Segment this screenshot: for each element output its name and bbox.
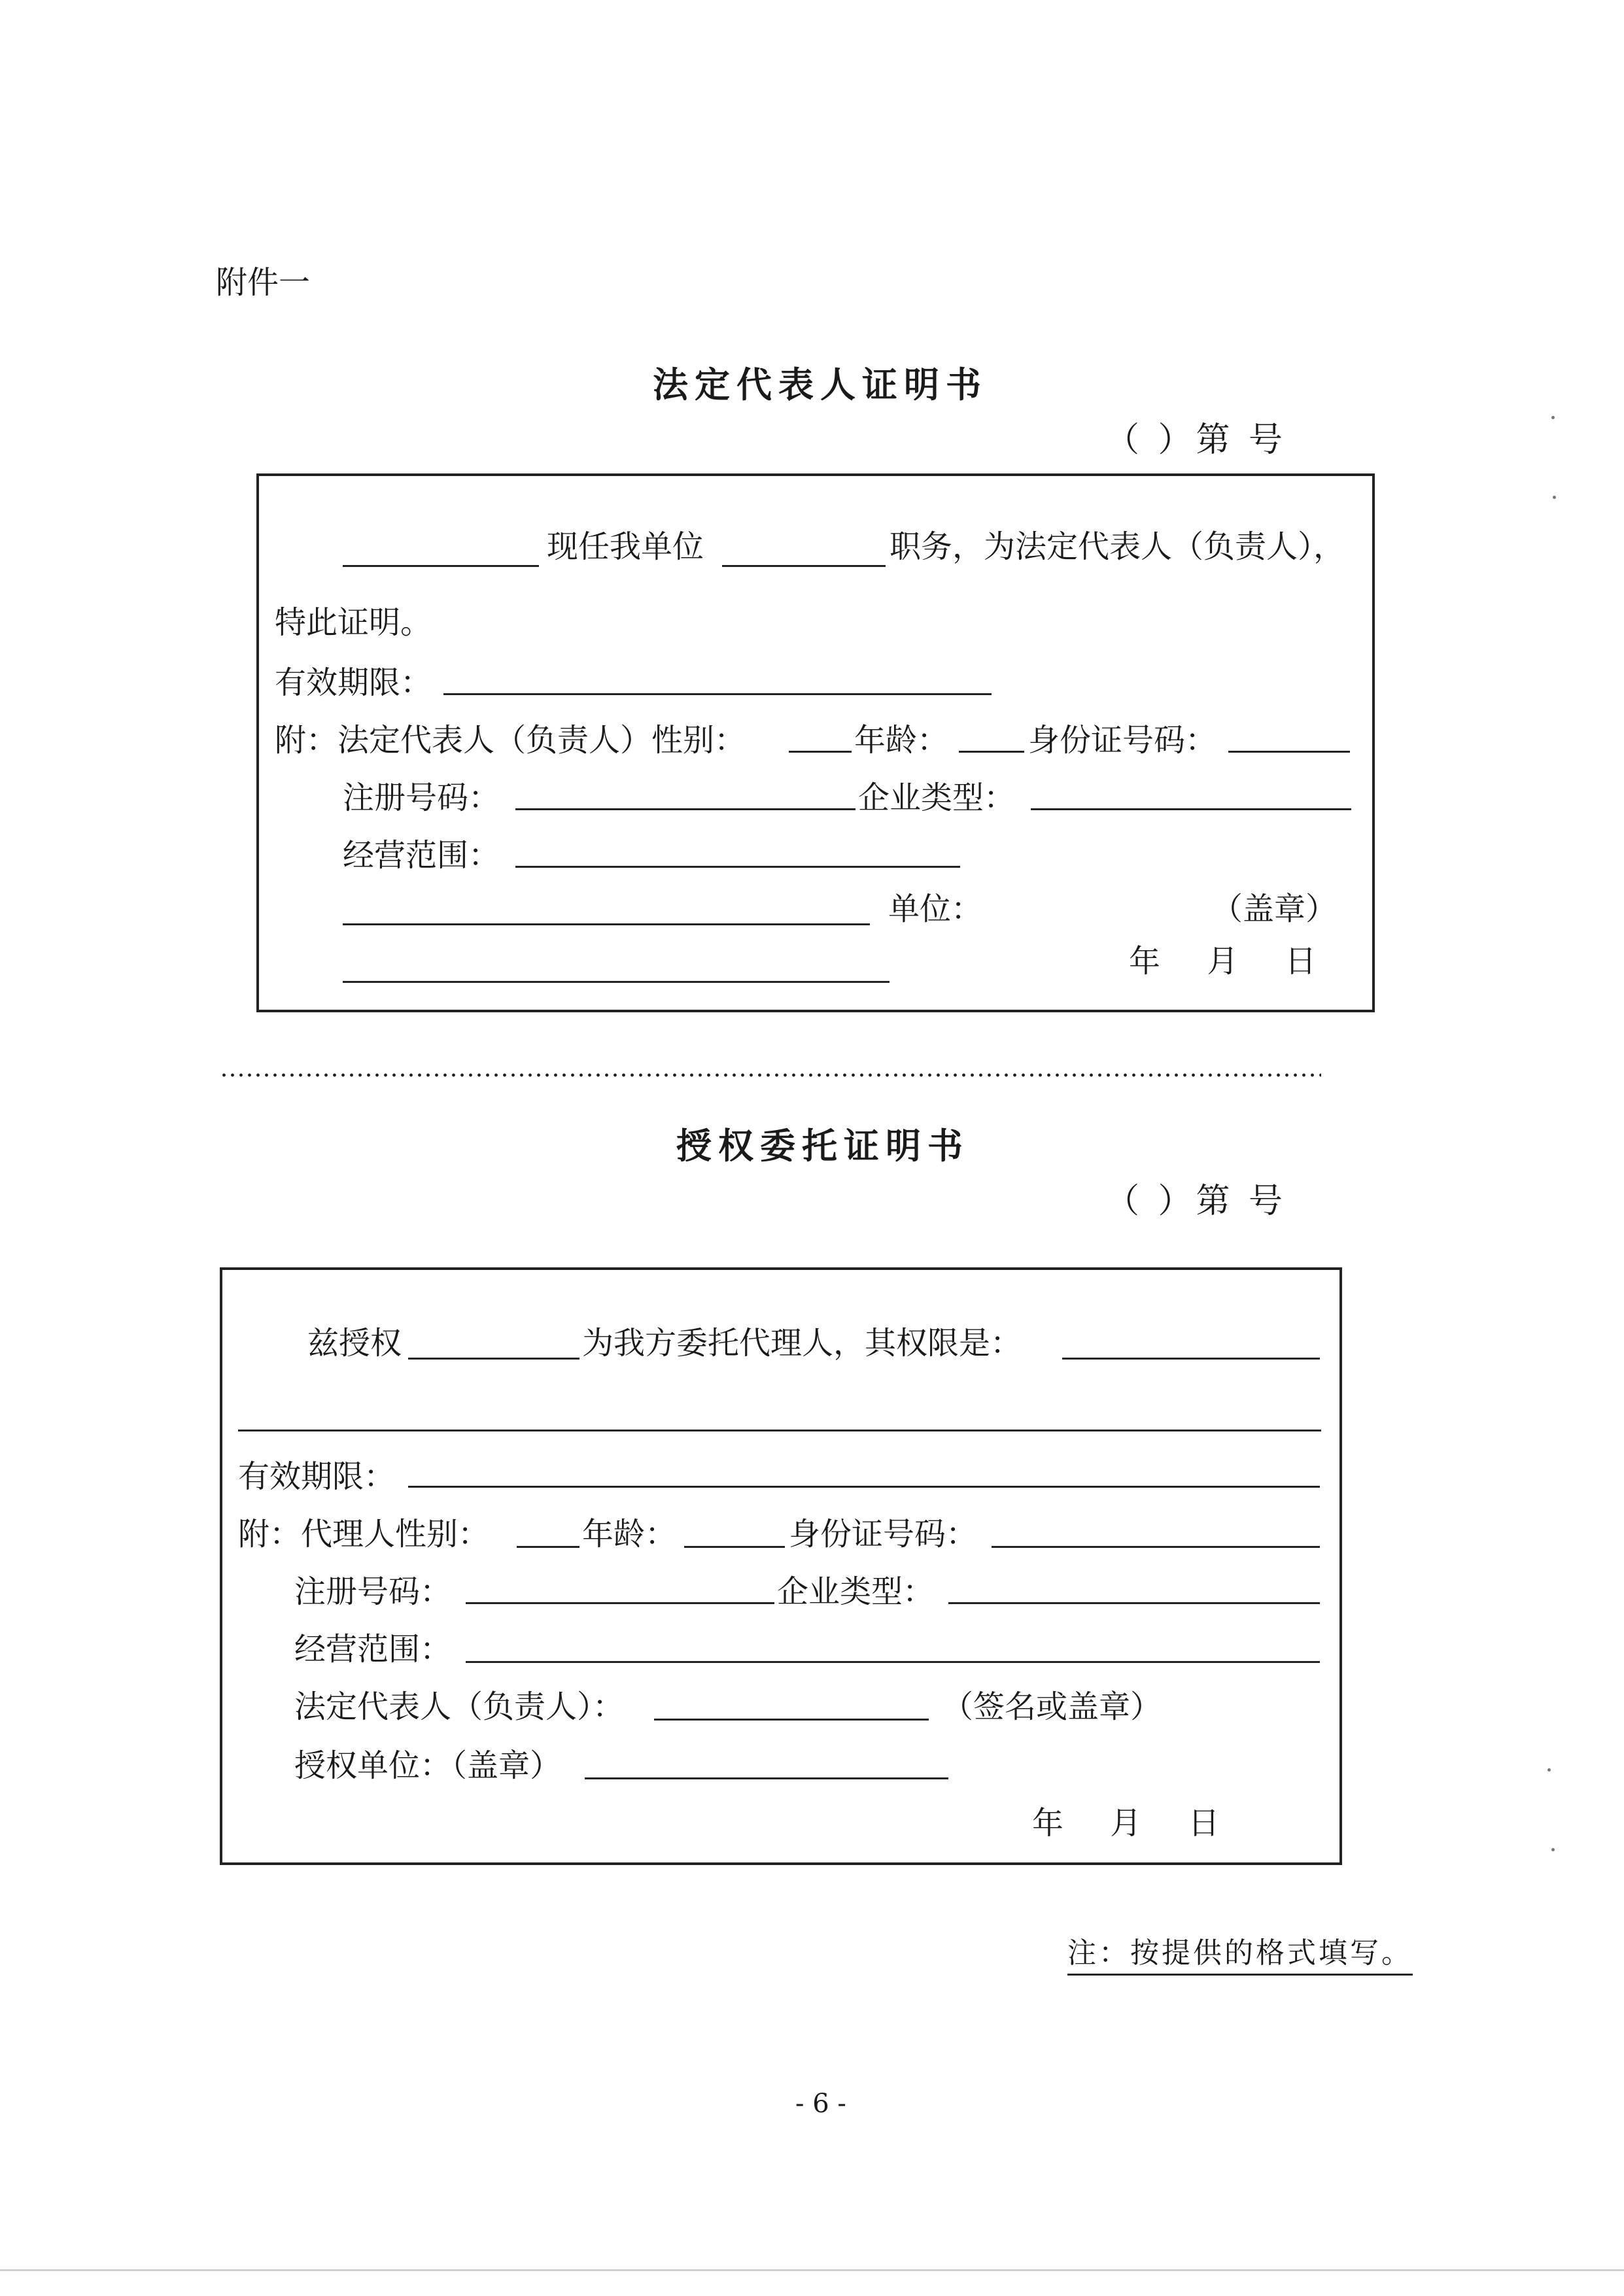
validity-label: 有效期限： xyxy=(238,1458,396,1495)
date-label: 年 月 日 xyxy=(1129,943,1335,980)
age-label: 年龄： xyxy=(854,722,949,759)
extra-field-line[interactable] xyxy=(343,981,890,983)
enterprise-type-field-line[interactable] xyxy=(1031,808,1351,810)
id-number-field-line[interactable] xyxy=(992,1546,1320,1548)
gender-field-line[interactable] xyxy=(789,751,852,753)
fill-format-note: 注：按提供的格式填写。 xyxy=(1067,1929,1413,1976)
auth-unit-label: 授权单位：（盖章） xyxy=(294,1747,562,1784)
reg-number-field-line[interactable] xyxy=(515,808,855,810)
enterprise-type-label: 企业类型： xyxy=(777,1573,935,1610)
enterprise-type-field-line[interactable] xyxy=(948,1602,1320,1604)
scan-speck xyxy=(1551,416,1555,419)
authority-continued-line[interactable] xyxy=(238,1430,1321,1431)
name-field-line[interactable] xyxy=(343,565,539,567)
agent-name-field-line[interactable] xyxy=(408,1358,579,1360)
seal-label: （盖章） xyxy=(1211,891,1338,927)
reg-number-label: 注册号码： xyxy=(294,1573,452,1610)
reg-number-field-line[interactable] xyxy=(466,1602,774,1604)
date-label: 年 月 日 xyxy=(1032,1805,1238,1842)
legal-rep-field-line[interactable] xyxy=(654,1719,929,1721)
unit-label: 单位： xyxy=(888,891,983,927)
authorization-cert-number-line: （ ）第 号 xyxy=(1105,1182,1287,1221)
legal-rep-cert-title: 法定代表人证明书 xyxy=(653,364,988,405)
legal-rep-label: 法定代表人（负责人）： xyxy=(294,1688,625,1725)
certify-text: 特此证明。 xyxy=(275,604,432,641)
position-field-line[interactable] xyxy=(722,565,886,567)
auth-unit-field-line[interactable] xyxy=(585,1777,948,1779)
enterprise-type-label: 企业类型： xyxy=(858,780,1016,816)
validity-field-line[interactable] xyxy=(408,1486,1320,1488)
business-scope-field-line[interactable] xyxy=(515,866,960,868)
business-scope-label: 经营范围： xyxy=(343,837,500,874)
age-field-line[interactable] xyxy=(684,1546,785,1548)
business-scope-label: 经营范围： xyxy=(294,1631,452,1668)
position-desc-text: 职务，为法定代表人（负责人）， xyxy=(890,528,1345,565)
sign-or-seal-label: （签名或盖章） xyxy=(942,1688,1162,1725)
authority-field-line[interactable] xyxy=(1062,1358,1320,1360)
id-number-field-line[interactable] xyxy=(1228,751,1350,753)
attachment-label: 附件一 xyxy=(216,264,311,301)
attach-agent-gender-label: 附：代理人性别： xyxy=(238,1516,490,1552)
authorization-cert-title: 授权委托证明书 xyxy=(676,1125,969,1167)
agent-gender-field-line[interactable] xyxy=(517,1546,579,1548)
reg-number-label: 注册号码： xyxy=(343,780,500,816)
validity-label: 有效期限： xyxy=(275,664,432,701)
business-scope-field-line[interactable] xyxy=(466,1661,1320,1663)
legal-rep-cert-number-line: （ ）第 号 xyxy=(1105,420,1287,460)
id-number-label: 身份证号码： xyxy=(1028,722,1217,759)
scan-speck xyxy=(1551,1848,1555,1851)
scan-speck xyxy=(1553,496,1556,499)
agent-authority-text: 为我方委托代理人，其权限是： xyxy=(582,1325,1022,1362)
attach-gender-label: 附：法定代表人（负责人）性别： xyxy=(275,722,746,759)
age-label: 年龄： xyxy=(582,1516,677,1552)
scan-edge-line xyxy=(0,2269,1624,2271)
page-number: - 6 - xyxy=(795,2089,846,2119)
age-field-line[interactable] xyxy=(959,751,1024,753)
id-number-label: 身份证号码： xyxy=(789,1516,978,1552)
unit-field-line[interactable] xyxy=(343,923,870,925)
authorize-label: 兹授权 xyxy=(307,1325,402,1362)
validity-field-line[interactable] xyxy=(443,693,992,695)
dotted-separator xyxy=(220,1072,1321,1078)
scan-speck xyxy=(1547,1768,1551,1772)
current-unit-label: 现任我单位 xyxy=(547,528,704,565)
